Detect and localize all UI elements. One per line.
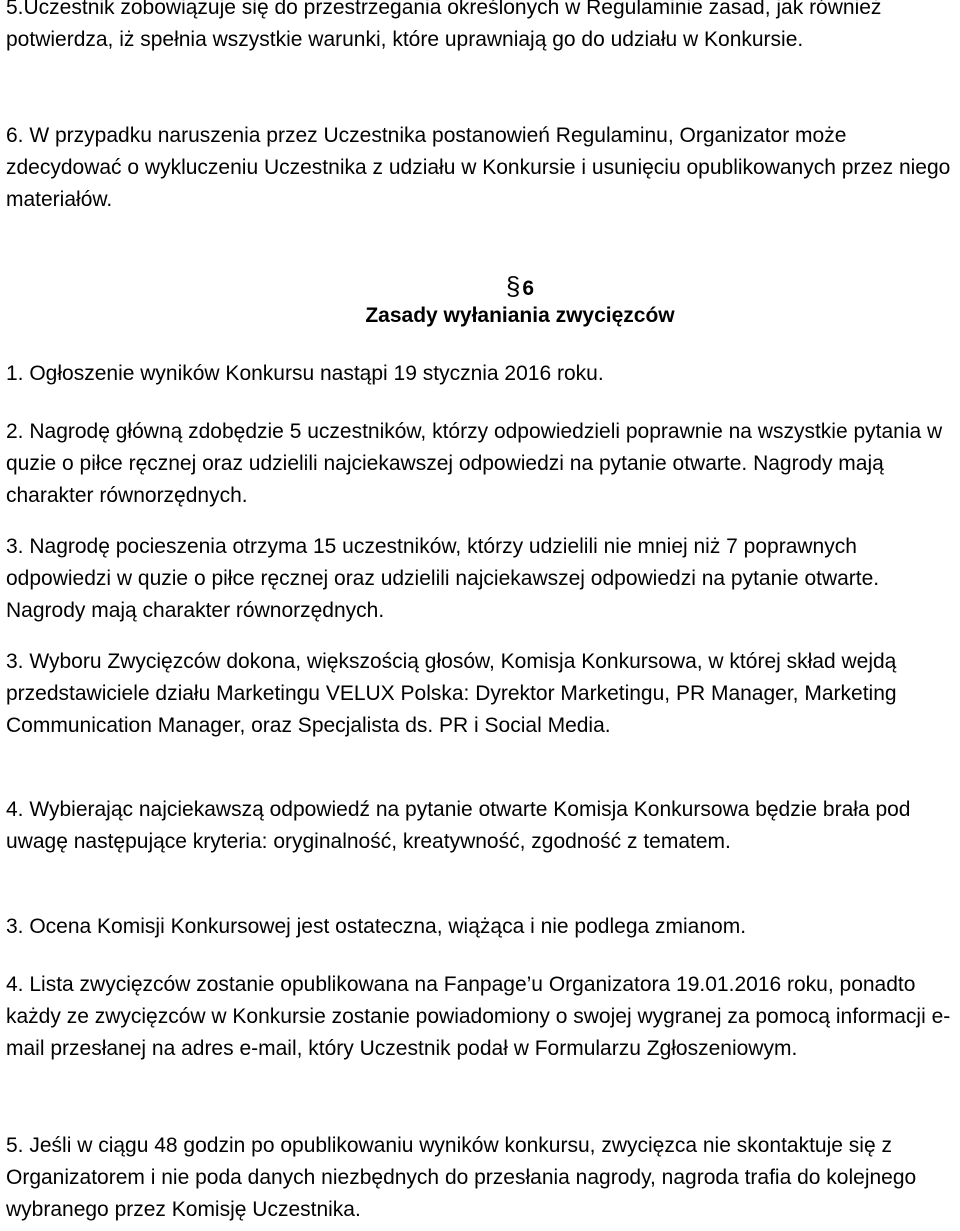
section-clause-3b: 3. Wyboru Zwycięzców dokona, większością głosów, Komisja Konkursowa, w której skład wejdą przedstawiciele działu Marketingu VELUX Polska: Dyrektor Marketingu, PR Manager, Marketing Communication Manager, oraz Specjalista ds. PR i Social Media. — [6, 650, 897, 737]
section-clause-4b: 4. Lista zwycięzców zostanie opublikowana na Fanpage’u Organizatora 19.01.2016 roku, ponadto każdy ze zwycięzców w Konkursie zostanie powiadomiony o swojej wygranej za pomocą informacji e-mail przesłanej na adres e-mail, który Uczestnik podał w Formularzu Zgłoszeniowym. — [6, 973, 951, 1060]
section-title: Zasady wyłaniania zwycięzców — [365, 304, 675, 327]
section-sign-icon: § — [505, 271, 521, 301]
clause-5: 5.Uczestnik zobowiązuje się do przestrzegania określonych w Regulaminie zasad, jak również potwierdza, iż spełnia wszystkie warunki, które uprawniają go do udziału w Konkursie. — [6, 0, 882, 51]
section-clause-2: 2. Nagrodę główną zdobędzie 5 uczestników, którzy odpowiedzieli poprawnie na wszystkie pytania w quzie o piłce ręcznej oraz udzielili najciekawszej odpowiedzi na pytanie otwarte. Nagrody mają charakter równorzędnych. — [6, 420, 943, 507]
section-clause-4a: 4. Wybierając najciekawszą odpowiedź na pytanie otwarte Komisja Konkursowa będzie brała pod uwagę następujące kryteria: oryginalność, kreatywność, zgodność z tematem. — [6, 798, 911, 853]
section-clause-3c: 3. Ocena Komisji Konkursowej jest ostateczna, wiążąca i nie podlega zmianom. — [6, 915, 747, 938]
clause-6: 6. W przypadku naruszenia przez Uczestnika postanowień Regulaminu, Organizator może zdecydować o wykluczeniu Uczestnika z udziału w Konkursie i usunięciu opublikowanych przez niego materiałów. — [6, 124, 951, 211]
section-clause-3a: 3. Nagrodę pocieszenia otrzyma 15 uczestników, którzy udzielili nie mniej niż 7 poprawnych odpowiedzi w quzie o piłce ręcznej oraz udzielili najciekawszej odpowiedzi na pytanie otwarte. Nagrody mają charakter równorzędnych. — [6, 535, 880, 622]
section-clause-5: 5. Jeśli w ciągu 48 godzin po opublikowaniu wyników konkursu, zwycięzca nie skontaktuje się z Organizatorem i nie poda danych niezbędnych do przesłania nagrody, nagroda trafia do kolejnego wybranego przez Komisję Uczestnika. — [6, 1134, 917, 1221]
section-number-value: 6 — [522, 277, 535, 300]
section-clause-1: 1. Ogłoszenie wyników Konkursu nastąpi 19 stycznia 2016 roku. — [6, 362, 604, 385]
